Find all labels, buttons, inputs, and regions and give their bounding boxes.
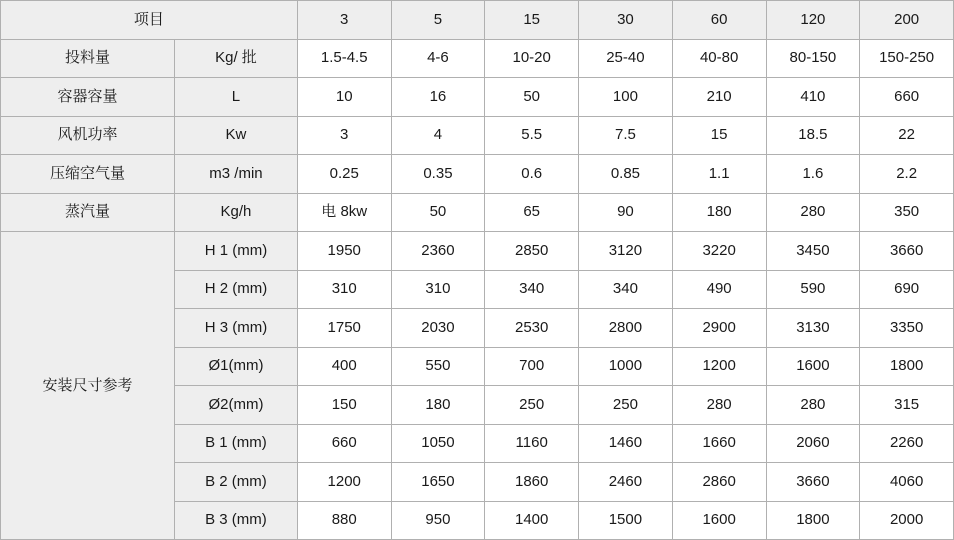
cell-value: 3450 — [766, 232, 860, 271]
cell-value: 5.5 — [485, 116, 579, 155]
cell-value: 2460 — [579, 463, 673, 502]
cell-value: 3220 — [672, 232, 766, 271]
cell-value: 25-40 — [579, 39, 673, 78]
cell-value: 310 — [391, 270, 485, 309]
table-body — [1, 1, 954, 540]
cell-value: 250 — [579, 386, 673, 425]
cell-value: 2900 — [672, 309, 766, 348]
cell-value: 10-20 — [485, 39, 579, 78]
cell-value: 1660 — [672, 424, 766, 463]
cell-value: 15 — [672, 116, 766, 155]
table-row — [1, 232, 954, 271]
cell-value: 340 — [485, 270, 579, 309]
header-model-3: 3 — [297, 1, 391, 40]
cell-value: 410 — [766, 78, 860, 117]
cell-value: 350 — [860, 193, 954, 232]
cell-value: 2360 — [391, 232, 485, 271]
row-unit: Kg/ 批 — [175, 39, 298, 78]
cell-value: 1.6 — [766, 155, 860, 194]
row-unit: B 1 (mm) — [175, 424, 298, 463]
cell-value: 2000 — [860, 501, 954, 540]
row-label: 压缩空气量 — [1, 155, 175, 194]
row-label: 风机功率 — [1, 116, 175, 155]
cell-value: 3 — [297, 116, 391, 155]
cell-value: 1400 — [485, 501, 579, 540]
cell-value: 340 — [579, 270, 673, 309]
cell-value: 0.85 — [579, 155, 673, 194]
cell-value: 2800 — [579, 309, 673, 348]
cell-value: 150-250 — [860, 39, 954, 78]
cell-value: 1050 — [391, 424, 485, 463]
cell-value: 3130 — [766, 309, 860, 348]
cell-value: 22 — [860, 116, 954, 155]
cell-value: 2030 — [391, 309, 485, 348]
cell-value: 65 — [485, 193, 579, 232]
cell-value: 0.35 — [391, 155, 485, 194]
cell-value: 280 — [766, 193, 860, 232]
cell-value: 490 — [672, 270, 766, 309]
table-header-row — [1, 1, 954, 40]
cell-value: 1000 — [579, 347, 673, 386]
cell-value: 180 — [391, 386, 485, 425]
cell-value: 550 — [391, 347, 485, 386]
cell-value: 1750 — [297, 309, 391, 348]
cell-value: 180 — [672, 193, 766, 232]
cell-value: 2260 — [860, 424, 954, 463]
cell-value: 7.5 — [579, 116, 673, 155]
cell-value: 90 — [579, 193, 673, 232]
cell-value: 590 — [766, 270, 860, 309]
cell-value: 310 — [297, 270, 391, 309]
header-model-120: 120 — [766, 1, 860, 40]
row-label: 容器容量 — [1, 78, 175, 117]
cell-value: 2060 — [766, 424, 860, 463]
row-label: 投料量 — [1, 39, 175, 78]
table-row — [1, 78, 954, 117]
cell-value: 16 — [391, 78, 485, 117]
cell-value: 2530 — [485, 309, 579, 348]
cell-value: 660 — [860, 78, 954, 117]
cell-value: 2850 — [485, 232, 579, 271]
cell-value: 690 — [860, 270, 954, 309]
row-unit: Ø2(mm) — [175, 386, 298, 425]
cell-value: 电 8kw — [297, 193, 391, 232]
header-model-30: 30 — [579, 1, 673, 40]
cell-value: 0.6 — [485, 155, 579, 194]
header-model-200: 200 — [860, 1, 954, 40]
cell-value: 0.25 — [297, 155, 391, 194]
cell-value: 4 — [391, 116, 485, 155]
group-label-installation-dimensions: 安装尺寸参考 — [1, 232, 175, 540]
cell-value: 2860 — [672, 463, 766, 502]
cell-value: 18.5 — [766, 116, 860, 155]
header-model-15: 15 — [485, 1, 579, 40]
cell-value: 50 — [391, 193, 485, 232]
cell-value: 1800 — [860, 347, 954, 386]
cell-value: 950 — [391, 501, 485, 540]
cell-value: 210 — [672, 78, 766, 117]
row-unit: B 3 (mm) — [175, 501, 298, 540]
cell-value: 3660 — [766, 463, 860, 502]
cell-value: 2.2 — [860, 155, 954, 194]
cell-value: 3660 — [860, 232, 954, 271]
cell-value: 1950 — [297, 232, 391, 271]
cell-value: 1.1 — [672, 155, 766, 194]
row-unit: H 2 (mm) — [175, 270, 298, 309]
cell-value: 1600 — [766, 347, 860, 386]
table-row — [1, 116, 954, 155]
cell-value: 4-6 — [391, 39, 485, 78]
cell-value: 1200 — [672, 347, 766, 386]
cell-value: 1860 — [485, 463, 579, 502]
header-model-60: 60 — [672, 1, 766, 40]
cell-value: 1800 — [766, 501, 860, 540]
row-unit: H 1 (mm) — [175, 232, 298, 271]
cell-value: 1650 — [391, 463, 485, 502]
cell-value: 400 — [297, 347, 391, 386]
header-model-5: 5 — [391, 1, 485, 40]
row-unit: m3 /min — [175, 155, 298, 194]
cell-value: 10 — [297, 78, 391, 117]
cell-value: 3350 — [860, 309, 954, 348]
row-unit: Kw — [175, 116, 298, 155]
cell-value: 700 — [485, 347, 579, 386]
cell-value: 80-150 — [766, 39, 860, 78]
cell-value: 50 — [485, 78, 579, 117]
cell-value: 1600 — [672, 501, 766, 540]
table-row — [1, 193, 954, 232]
cell-value: 660 — [297, 424, 391, 463]
cell-value: 1500 — [579, 501, 673, 540]
cell-value: 150 — [297, 386, 391, 425]
cell-value: 1460 — [579, 424, 673, 463]
row-unit: B 2 (mm) — [175, 463, 298, 502]
cell-value: 1200 — [297, 463, 391, 502]
table-row — [1, 39, 954, 78]
row-unit: Ø1(mm) — [175, 347, 298, 386]
cell-value: 3120 — [579, 232, 673, 271]
row-unit: Kg/h — [175, 193, 298, 232]
cell-value: 280 — [766, 386, 860, 425]
row-unit: L — [175, 78, 298, 117]
header-title-cell: 项目 — [1, 1, 298, 40]
cell-value: 1.5-4.5 — [297, 39, 391, 78]
cell-value: 1160 — [485, 424, 579, 463]
table-row — [1, 155, 954, 194]
row-unit: H 3 (mm) — [175, 309, 298, 348]
row-label: 蒸汽量 — [1, 193, 175, 232]
cell-value: 315 — [860, 386, 954, 425]
cell-value: 40-80 — [672, 39, 766, 78]
cell-value: 280 — [672, 386, 766, 425]
cell-value: 4060 — [860, 463, 954, 502]
cell-value: 100 — [579, 78, 673, 117]
cell-value: 880 — [297, 501, 391, 540]
cell-value: 250 — [485, 386, 579, 425]
